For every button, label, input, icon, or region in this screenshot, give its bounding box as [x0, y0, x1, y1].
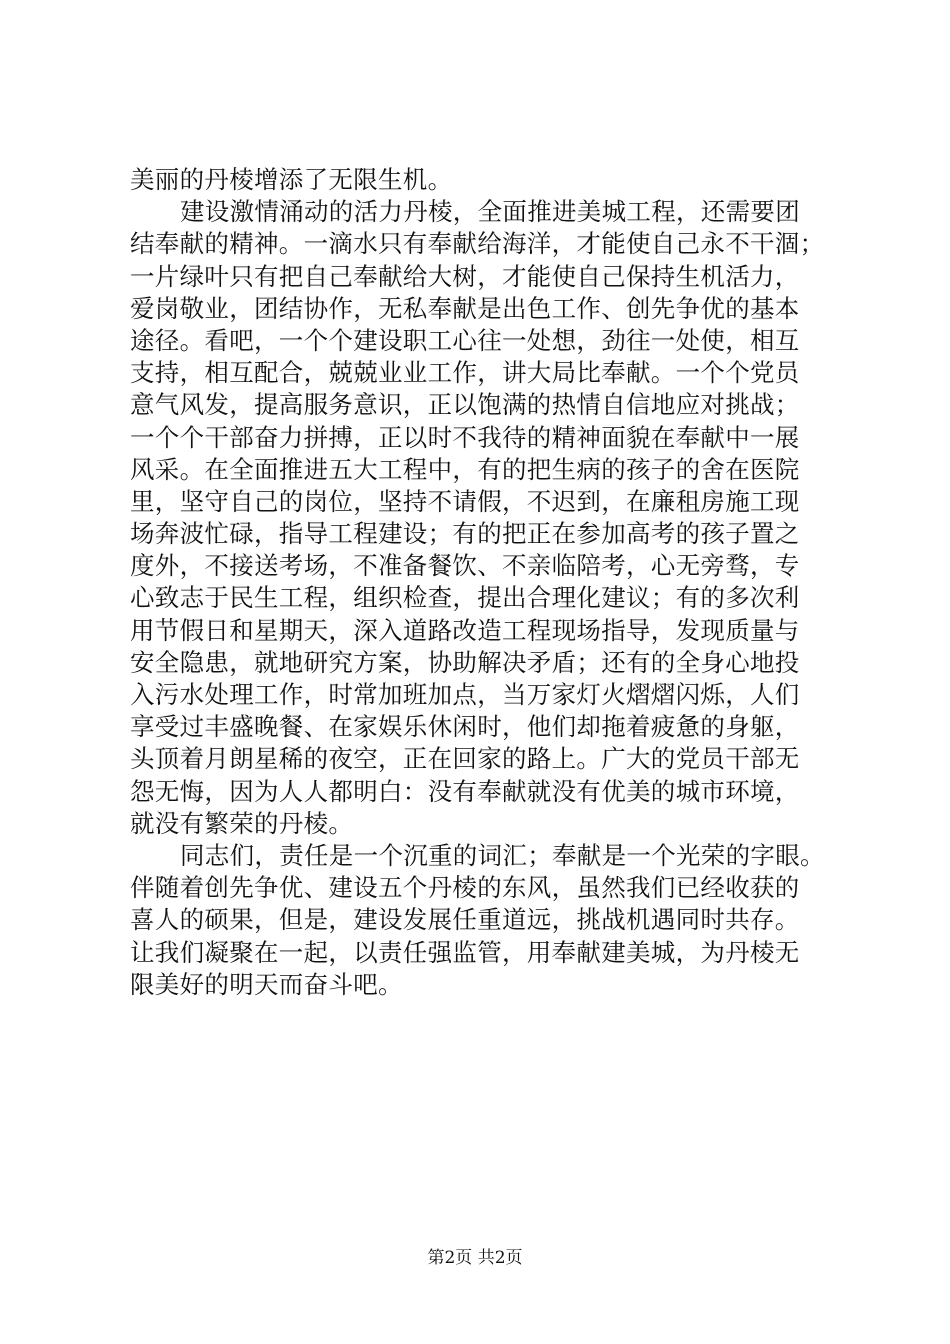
- text-line: 美丽的丹棱增添了无限生机。: [130, 165, 453, 194]
- text-line: 度外，不接送考场，不准备餐饮、不亲临陪考，心无旁骛，专: [130, 551, 800, 581]
- text-line: 心致志于民生工程，组织检查，提出合理化建议；有的多次利: [130, 583, 800, 613]
- text-line: 一片绿叶只有把自己奉献给大树，才能使自己保持生机活力，: [130, 261, 800, 291]
- text-line: 让我们凝聚在一起，以责任强监管，用奉献建美城，为丹棱无: [130, 937, 800, 967]
- text-line: 入污水处理工作，时常加班加点，当万家灯火熠熠闪烁，人们: [130, 680, 800, 709]
- text-line: 建设激情涌动的活力丹棱，全面推进美城工程，还需要团: [180, 197, 800, 227]
- text-line: 风采。在全面推进五大工程中，有的把生病的孩子的舍在医院: [130, 454, 800, 484]
- text-line: 伴随着创先争优、建设五个丹棱的东风，虽然我们已经收获的: [130, 873, 800, 903]
- text-line: 安全隐患，就地研究方案，协助解决矛盾；还有的全身心地投: [130, 647, 800, 677]
- text-line: 支持，相互配合，兢兢业业工作，讲大局比奉献。一个个党员: [130, 358, 800, 388]
- text-line: 场奔波忙碌，指导工程建设；有的把正在参加高考的孩子置之: [130, 519, 800, 549]
- text-line: 喜人的硕果，但是，建设发展任重道远，挑战机遇同时共存。: [130, 905, 800, 935]
- text-line: 途径。看吧，一个个建设职工心往一处想，劲往一处使，相互: [130, 325, 800, 355]
- text-line: 同志们，责任是一个沉重的词汇；奉献是一个光荣的字眼。: [180, 840, 825, 870]
- text-line: 一个个干部奋力拼搏，正以时不我待的精神面貌在奉献中一展: [130, 422, 800, 452]
- text-line: 用节假日和星期天，深入道路改造工程现场指导，发现质量与: [130, 615, 800, 645]
- page-footer: 第2页 共2页: [427, 1248, 523, 1268]
- text-line: 里，坚守自己的岗位，坚持不请假，不迟到，在廉租房施工现: [130, 486, 800, 516]
- text-line: 就没有繁荣的丹棱。: [130, 808, 354, 838]
- text-line: 头顶着月朗星稀的夜空，正在回家的路上。广大的党员干部无: [130, 744, 800, 774]
- text-line: 限美好的明天而奋斗吧。: [130, 969, 403, 999]
- text-line: 爱岗敬业，团结协作，无私奉献是出色工作、创先争优的基本: [130, 293, 800, 323]
- text-line: 结奉献的精神。一滴水只有奉献给海洋，才能使自己永不干涸；: [130, 229, 825, 259]
- text-line: 享受过丰盛晚餐、在家娱乐休闲时，他们却拖着疲惫的身躯，: [130, 712, 800, 742]
- document-body: [130, 164, 835, 1001]
- text-line: 意气风发，提高服务意识，正以饱满的热情自信地应对挑战；: [130, 390, 800, 420]
- text-line: 怨无悔，因为人人都明白：没有奉献就没有优美的城市环境，: [130, 776, 800, 806]
